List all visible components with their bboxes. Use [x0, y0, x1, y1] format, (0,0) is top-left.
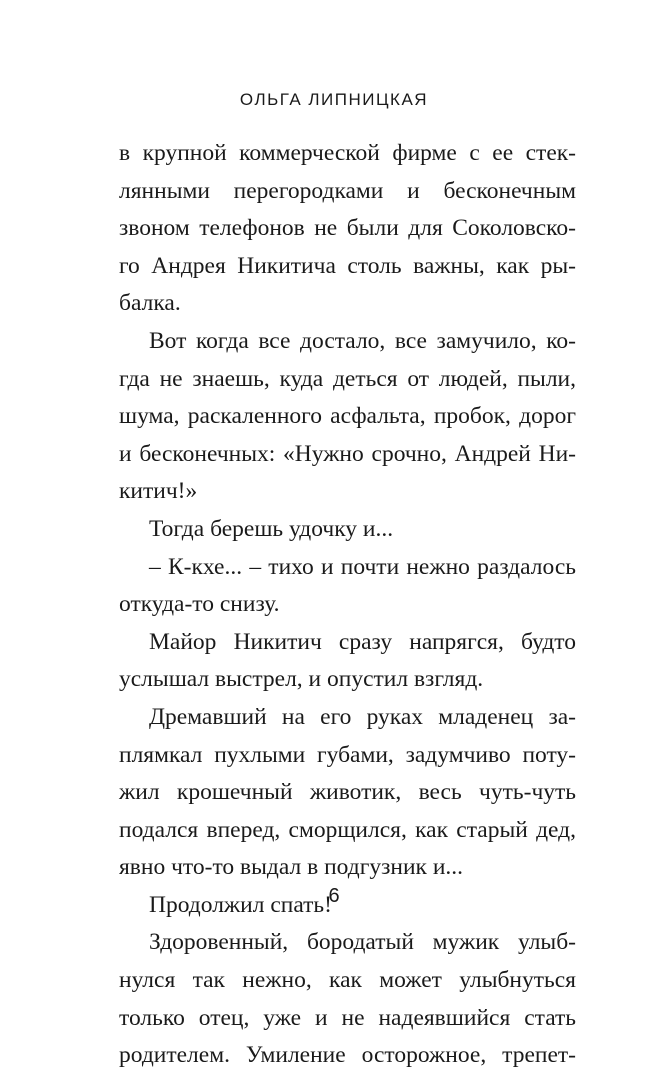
text-line: шума, раскаленного асфальта, пробок, дорог: [119, 403, 576, 430]
text-line: жил крошечный животик, весь чуть-чуть: [119, 779, 576, 806]
text-line: откуда-то снизу.: [119, 591, 280, 618]
body-text: [119, 135, 576, 1075]
text-line: нулся так нежно, как может улыбнуться: [119, 967, 576, 994]
text-line: лянными перегородками и бесконечным: [119, 177, 576, 204]
text-line: китич!»: [119, 478, 198, 505]
text-line: подался вперед, сморщился, как старый дед,: [119, 816, 576, 843]
text-line: балка.: [119, 290, 181, 317]
text-line: только отец, уже и не надеявшийся стать: [119, 1004, 576, 1031]
text-line: плямкал пухлыми губами, задумчиво поту-: [119, 741, 576, 768]
text-line: родителем. Умиление осторожное, трепет-: [119, 1042, 576, 1069]
text-line: Тогда берешь удочку и...: [149, 515, 394, 542]
text-line: – К-кхе... – тихо и почти нежно раздалось: [149, 553, 576, 580]
text-line: Майор Никитич сразу напрягся, будто: [149, 628, 576, 655]
text-line: Вот когда все достало, все замучило, ко-: [149, 327, 576, 354]
text-line: гда не знаешь, куда деться от людей, пыли,: [119, 365, 576, 392]
text-line: го Андрея Никитича столь важны, как ры-: [119, 252, 576, 279]
text-line: и бесконечных: «Нужно срочно, Андрей Ни-: [119, 440, 576, 467]
text-line: Дремавший на его руках младенец за-: [149, 703, 576, 730]
page-number: 6: [328, 885, 340, 907]
text-line: явно что-то выдал в подгузник и...: [119, 854, 464, 881]
text-line: услышал выстрел, и опустил взгляд.: [119, 666, 484, 693]
text-line: Здоровенный, бородатый мужик улыб-: [149, 929, 576, 956]
text-line: в крупной коммерческой фирме с ее стек-: [119, 140, 576, 166]
text-line: Продолжил спать!: [149, 891, 332, 918]
running-head-author: ОЛЬГА ЛИПНИЦКАЯ: [239, 90, 429, 109]
text-line: звоном телефонов не были для Соколовско-: [119, 215, 576, 242]
